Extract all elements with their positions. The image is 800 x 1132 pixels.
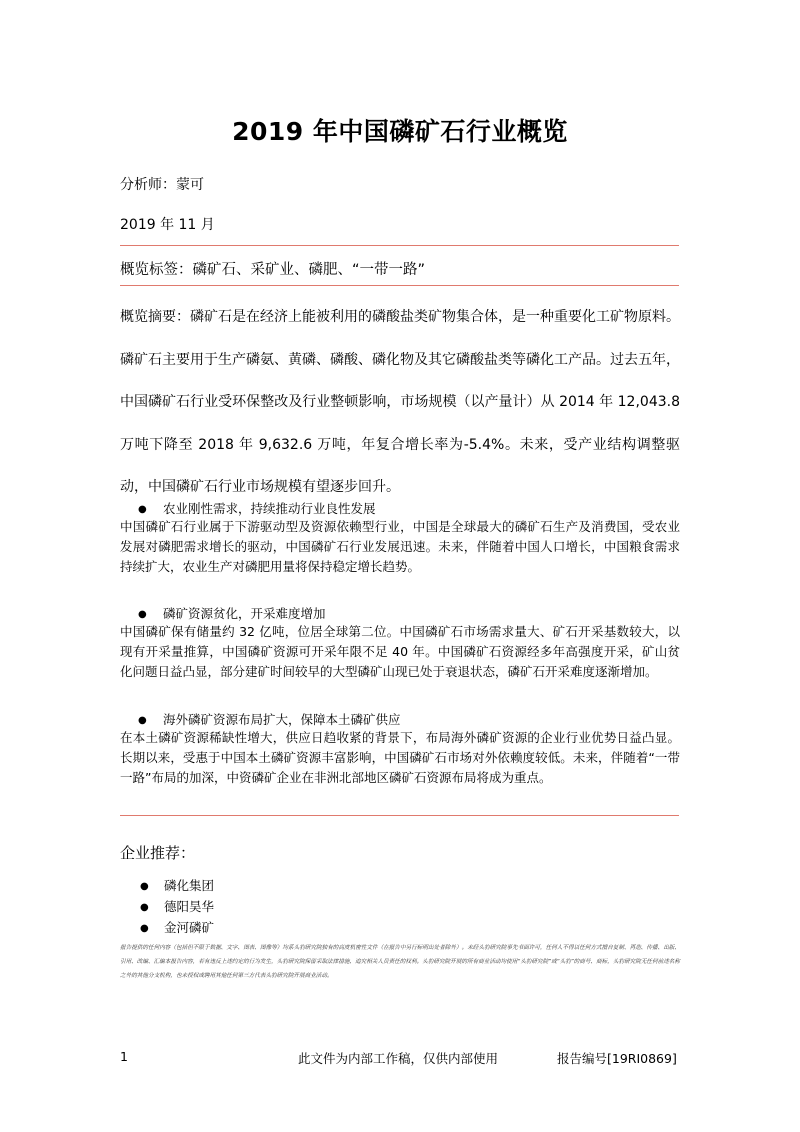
recommendation-item [140,876,214,894]
bullet-icon: ● [138,504,147,515]
report-date: 2019 年 11 月 [120,217,215,233]
disclaimer: 报告提供的任何内容（包括但不限于数据、文字、图表、图像等）均系头豹研究院独有的高度机密性文件（在报告中另行标明出处者除外）。未经头豹研究院事先书面许可，任何人不得以任何方式擅自复制、再造、传播、出版、引用、改编、汇编本报告内容，若有违反上述约定的行为发生，头豹研究院保留采取法律措施、追究相关人员责任的权利。头豹研究院开展的所有商业活动均使用“头豹研究院”或“头豹”的商号、商标，头豹研究院无任何前述名称之外的其他分支机构，也未授权或聘用其他任何第三方代表头豹研究院开展商业活动。 [120,945,680,979]
footer-notice: 此文件为内部工作稿，仅供内部使用 [298,1051,499,1066]
report-id: 报告编号[19RI0869] [557,1051,677,1066]
recommendation-item [140,897,214,915]
report-title: 2019 年中国磷矿石行业概览 [232,117,568,146]
divider-top [120,245,679,246]
section-body: 中国磷矿保有储量约 32 亿吨，位居全球第二位。中国磷矿石市场需求量大、矿石开采基数较大，以现有开采量推算，中国磷矿资源可开采年限不足 40 年。中国磷矿石资源经多年高强度开采，矿山贫化问题日益凸显，部分建矿时间较早的大型磷矿山现已处于衰退状态，磷矿石开采难度逐渐增加。 [120,624,680,679]
section-heading [138,499,376,517]
recommendation-label: 金河磷矿 [164,920,215,935]
report-tags: 概览标签：磷矿石、采矿业、磷肥、“一带一路” [120,262,426,278]
section-heading [138,604,326,622]
report-summary: 概览摘要：磷矿石是在经济上能被利用的磷酸盐类矿物集合体，是一种重要化工矿物原料。磷矿石主要用于生产磷氨、黄磷、磷酸、磷化物及其它磷酸盐类等磷化工产品。过去五年，中国磷矿石行业受环保整改及行业整顿影响，市场规模（以产量计）从 2014 年 12,043.8 万吨下降至 2018 年 9,632.6 万吨，年复合增长率为-5.4%。未来，受产业结构调整驱动，中国磷矿石行业市场规模有望逐步回升。 [120,309,680,495]
bullet-icon: ● [138,715,147,726]
section-heading-text: 磷矿资源贫化，开采难度增加 [163,606,326,621]
recommendation-label: 磷化集团 [164,878,215,893]
bullet-icon: ● [140,902,149,913]
section-body: 在本土磷矿资源稀缺性增大，供应日趋收紧的背景下，布局海外磷矿资源的企业行业优势日益凸显。长期以来，受惠于中国本土磷矿资源丰富影响，中国磷矿石市场对外依赖度较低。未来，伴随着“一带一路”布局的加深，中资磷矿企业在非洲北部地区磷矿石资源布局将成为重点。 [120,730,680,785]
recommendations-title: 企业推荐： [120,844,196,862]
bullet-icon: ● [140,923,149,934]
section-heading [138,710,401,728]
recommendation-item [140,918,214,936]
page-number: 1 [120,1049,128,1064]
analyst-line: 分析师：蒙可 [120,177,204,193]
bullet-icon: ● [138,609,147,620]
recommendation-label: 德阳昊华 [164,899,215,914]
divider-bottom [120,815,679,816]
section-heading-text: 农业刚性需求，持续推动行业良性发展 [163,501,376,516]
bullet-icon: ● [140,881,149,892]
section-body: 中国磷矿石行业属于下游驱动型及资源依赖型行业，中国是全球最大的磷矿石生产及消费国，受农业发展对磷肥需求增长的驱动，中国磷矿石行业发展迅速。未来，伴随着中国人口增长，中国粮食需求持续扩大，农业生产对磷肥用量将保持稳定增长趋势。 [120,519,680,574]
section-heading-text: 海外磷矿资源布局扩大，保障本土磷矿供应 [163,712,401,727]
divider-summary [120,285,679,286]
